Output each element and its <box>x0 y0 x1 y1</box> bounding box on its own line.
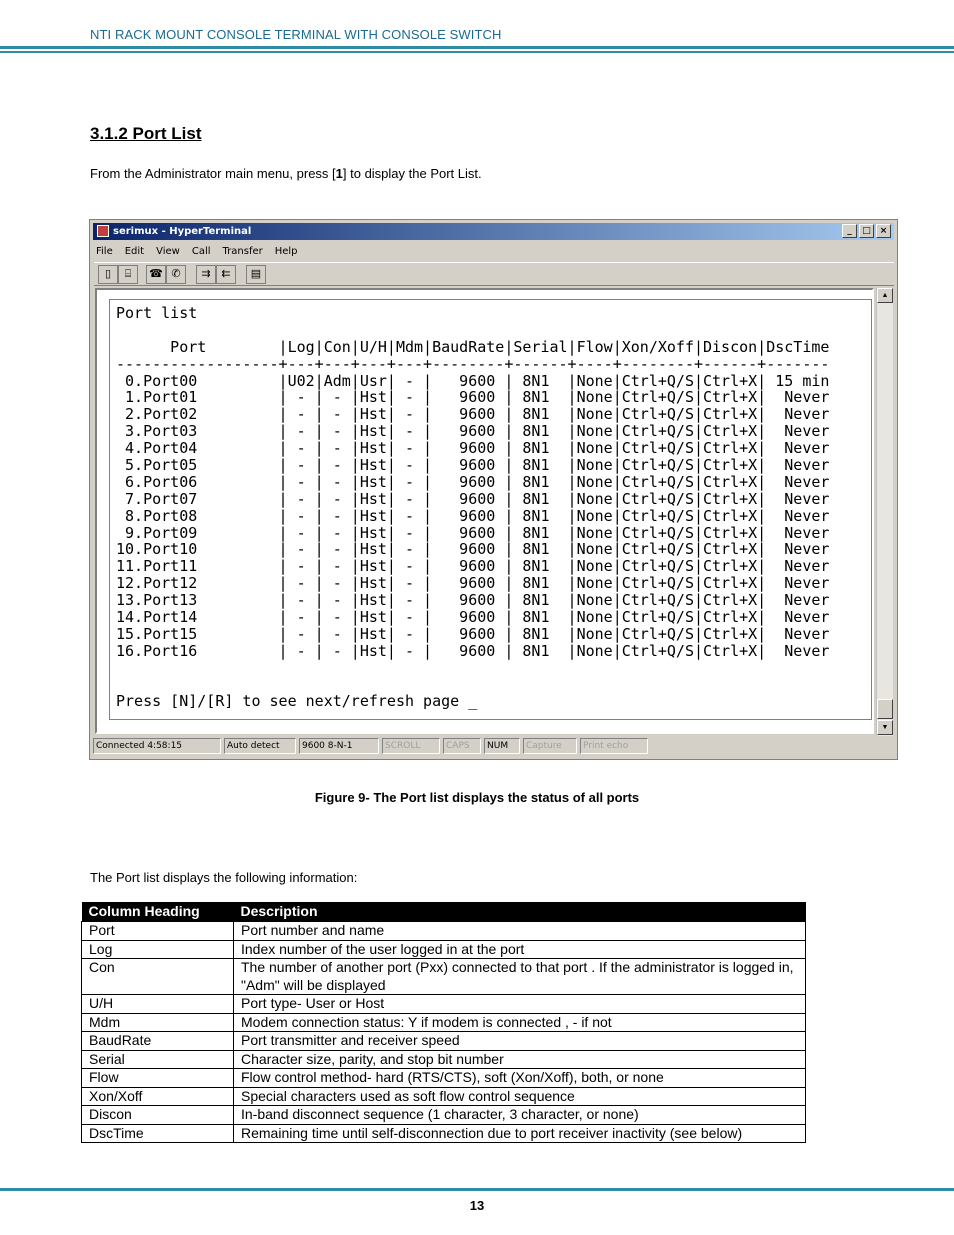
running-header: NTI RACK MOUNT CONSOLE TERMINAL WITH CONSOLE SWITCH <box>90 27 502 42</box>
column-heading-cell: Con <box>82 959 234 995</box>
terminal-line: 10.Port10 | - | - |Hst| - | 9600 | 8N1 |None|Ctrl+Q/S|Ctrl+X| Never <box>116 540 830 559</box>
scroll-up-icon[interactable]: ▲ <box>877 288 893 303</box>
window-titlebar[interactable] <box>93 223 894 240</box>
header-rule-secondary <box>0 51 954 53</box>
intro-key: 1 <box>335 166 343 181</box>
table-row <box>82 1106 806 1125</box>
terminal-line: 4.Port04 | - | - |Hst| - | 9600 | 8N1 |None|Ctrl+Q/S|Ctrl+X| Never <box>116 439 830 458</box>
section-title: 3.1.2 Port List <box>90 124 202 143</box>
column-heading-cell: Serial <box>82 1050 234 1069</box>
menu-file[interactable]: File <box>96 245 113 257</box>
terminal-line: 9.Port09 | - | - |Hst| - | 9600 | 8N1 |None|Ctrl+Q/S|Ctrl+X| Never <box>116 523 830 542</box>
table-row <box>82 1124 806 1143</box>
status-cell: CAPS <box>443 738 481 754</box>
table-row <box>82 1069 806 1088</box>
header-description: Description <box>234 902 806 922</box>
description-cell: Index number of the user logged in at the port <box>234 940 806 959</box>
intro-text-after: ] to display the Port List. <box>342 166 482 181</box>
port-list-info-table <box>81 902 806 1143</box>
table-row <box>82 1050 806 1069</box>
status-cell: 9600 8-N-1 <box>299 738 379 754</box>
column-heading-cell: Flow <box>82 1069 234 1088</box>
terminal-line: ------------------+---+---+---+---+--------+------+----+--------+------+------- <box>116 354 830 373</box>
column-heading-cell: Port <box>82 922 234 941</box>
description-cell: The number of another port (Pxx) connected to that port . If the administrator is logged in, "Adm" will be displayed <box>234 959 806 995</box>
vertical-scrollbar[interactable] <box>876 288 893 736</box>
terminal-line <box>116 677 871 694</box>
description-cell: Port type- User or Host <box>234 995 806 1014</box>
menu-bar <box>96 242 298 260</box>
hyperterminal-window <box>89 219 898 760</box>
status-cell: SCROLL <box>382 738 440 754</box>
table-intro: The Port list displays the following information: <box>90 870 358 885</box>
terminal-line: 14.Port14 | - | - |Hst| - | 9600 | 8N1 |None|Ctrl+Q/S|Ctrl+X| Never <box>116 608 830 627</box>
table-row <box>82 1013 806 1032</box>
column-heading-cell: Discon <box>82 1106 234 1125</box>
column-heading-cell: DscTime <box>82 1124 234 1143</box>
properties-icon[interactable]: ▤ <box>246 265 266 284</box>
status-cell: Connected 4:58:15 <box>93 738 221 754</box>
table-row <box>82 922 806 941</box>
page-number: 13 <box>469 1198 485 1213</box>
terminal-line: 5.Port05 | - | - |Hst| - | 9600 | 8N1 |None|Ctrl+Q/S|Ctrl+X| Never <box>116 456 830 475</box>
description-cell: Port number and name <box>234 922 806 941</box>
terminal-line: 1.Port01 | - | - |Hst| - | 9600 | 8N1 |None|Ctrl+Q/S|Ctrl+X| Never <box>116 388 830 407</box>
status-bar <box>93 738 894 756</box>
terminal-line: 8.Port08 | - | - |Hst| - | 9600 | 8N1 |None|Ctrl+Q/S|Ctrl+X| Never <box>116 506 830 525</box>
open-icon[interactable]: ⌸ <box>118 265 138 284</box>
description-cell: Port transmitter and receiver speed <box>234 1032 806 1051</box>
terminal-line: 12.Port12 | - | - |Hst| - | 9600 | 8N1 |None|Ctrl+Q/S|Ctrl+X| Never <box>116 574 830 593</box>
column-heading-cell: U/H <box>82 995 234 1014</box>
menu-help[interactable]: Help <box>274 245 298 257</box>
receive-icon[interactable]: ⇇ <box>216 265 236 284</box>
menu-transfer[interactable]: Transfer <box>222 245 263 257</box>
terminal-line: 7.Port07 | - | - |Hst| - | 9600 | 8N1 |None|Ctrl+Q/S|Ctrl+X| Never <box>116 489 830 508</box>
terminal-line: Port list <box>116 304 198 322</box>
scroll-thumb[interactable] <box>877 699 893 719</box>
column-heading-cell: Xon/Xoff <box>82 1087 234 1106</box>
terminal-line: 2.Port02 | - | - |Hst| - | 9600 | 8N1 |None|Ctrl+Q/S|Ctrl+X| Never <box>116 405 830 424</box>
status-cell: Auto detect <box>224 738 296 754</box>
toolbar <box>94 262 894 286</box>
terminal-screen[interactable] <box>109 299 872 720</box>
description-cell: Remaining time until self-disconnection due to port receiver inactivity (see below) <box>234 1124 806 1143</box>
terminal-line: 6.Port06 | - | - |Hst| - | 9600 | 8N1 |None|Ctrl+Q/S|Ctrl+X| Never <box>116 472 830 491</box>
table-row <box>82 1087 806 1106</box>
status-cell: Capture <box>523 738 577 754</box>
table-row <box>82 940 806 959</box>
menu-edit[interactable]: Edit <box>124 245 145 257</box>
terminal-line: 11.Port11 | - | - |Hst| - | 9600 | 8N1 |None|Ctrl+Q/S|Ctrl+X| Never <box>116 557 830 576</box>
connect-icon[interactable]: ☎ <box>146 265 166 284</box>
column-heading-cell: Log <box>82 940 234 959</box>
figure-caption: Figure 9- The Port list displays the status of all ports <box>314 790 640 805</box>
window-controls <box>842 224 891 238</box>
terminal-line: 0.Port00 |U02|Adm|Usr| - | 9600 | 8N1 |None|Ctrl+Q/S|Ctrl+X| 15 min <box>116 371 830 390</box>
terminal-line: 15.Port15 | - | - |Hst| - | 9600 | 8N1 |None|Ctrl+Q/S|Ctrl+X| Never <box>116 624 830 643</box>
terminal-line: 16.Port16 | - | - |Hst| - | 9600 | 8N1 |None|Ctrl+Q/S|Ctrl+X| Never <box>116 641 830 660</box>
description-cell: In-band disconnect sequence (1 character, 3 character, or none) <box>234 1106 806 1125</box>
status-cell: Print echo <box>580 738 648 754</box>
terminal-line: 3.Port03 | - | - |Hst| - | 9600 | 8N1 |None|Ctrl+Q/S|Ctrl+X| Never <box>116 422 830 441</box>
table-row <box>82 1032 806 1051</box>
terminal-line: 13.Port13 | - | - |Hst| - | 9600 | 8N1 |None|Ctrl+Q/S|Ctrl+X| Never <box>116 591 830 610</box>
column-heading-cell: Mdm <box>82 1013 234 1032</box>
window-title: serimux - HyperTerminal <box>113 226 252 237</box>
table-row <box>82 995 806 1014</box>
intro-paragraph <box>90 166 482 181</box>
description-cell: Modem connection status: Y if modem is connected , - if not <box>234 1013 806 1032</box>
terminal-frame <box>95 288 874 734</box>
maximize-icon[interactable]: □ <box>859 224 874 238</box>
table-header-row <box>82 902 806 922</box>
description-cell: Flow control method- hard (RTS/CTS), soft (Xon/Xoff), both, or none <box>234 1069 806 1088</box>
new-icon[interactable]: ▯ <box>98 265 118 284</box>
terminal-line: Port |Log|Con|U/H|Mdm|BaudRate|Serial|Flow|Xon/Xoff|Discon|DscTime <box>116 337 830 356</box>
footer-rule <box>0 1188 954 1191</box>
menu-view[interactable]: View <box>156 245 180 257</box>
status-cell: NUM <box>484 738 520 754</box>
header-column-heading: Column Heading <box>82 902 234 922</box>
scroll-down-icon[interactable]: ▼ <box>877 720 893 735</box>
column-heading-cell: BaudRate <box>82 1032 234 1051</box>
menu-call[interactable]: Call <box>191 245 211 257</box>
hyperterminal-icon <box>97 225 109 237</box>
close-icon[interactable]: × <box>876 224 891 238</box>
header-rule <box>0 46 954 49</box>
disconnect-icon[interactable]: ✆ <box>166 265 186 284</box>
description-cell: Character size, parity, and stop bit number <box>234 1050 806 1069</box>
terminal-line <box>116 660 871 677</box>
send-icon[interactable]: ⇉ <box>196 265 216 284</box>
table-row <box>82 959 806 995</box>
terminal-line <box>116 322 871 339</box>
terminal-line: Press [N]/[R] to see next/refresh page _ <box>116 692 478 711</box>
description-cell: Special characters used as soft flow control sequence <box>234 1087 806 1106</box>
intro-text-before: From the Administrator main menu, press [ <box>90 166 336 181</box>
minimize-icon[interactable]: _ <box>842 224 857 238</box>
